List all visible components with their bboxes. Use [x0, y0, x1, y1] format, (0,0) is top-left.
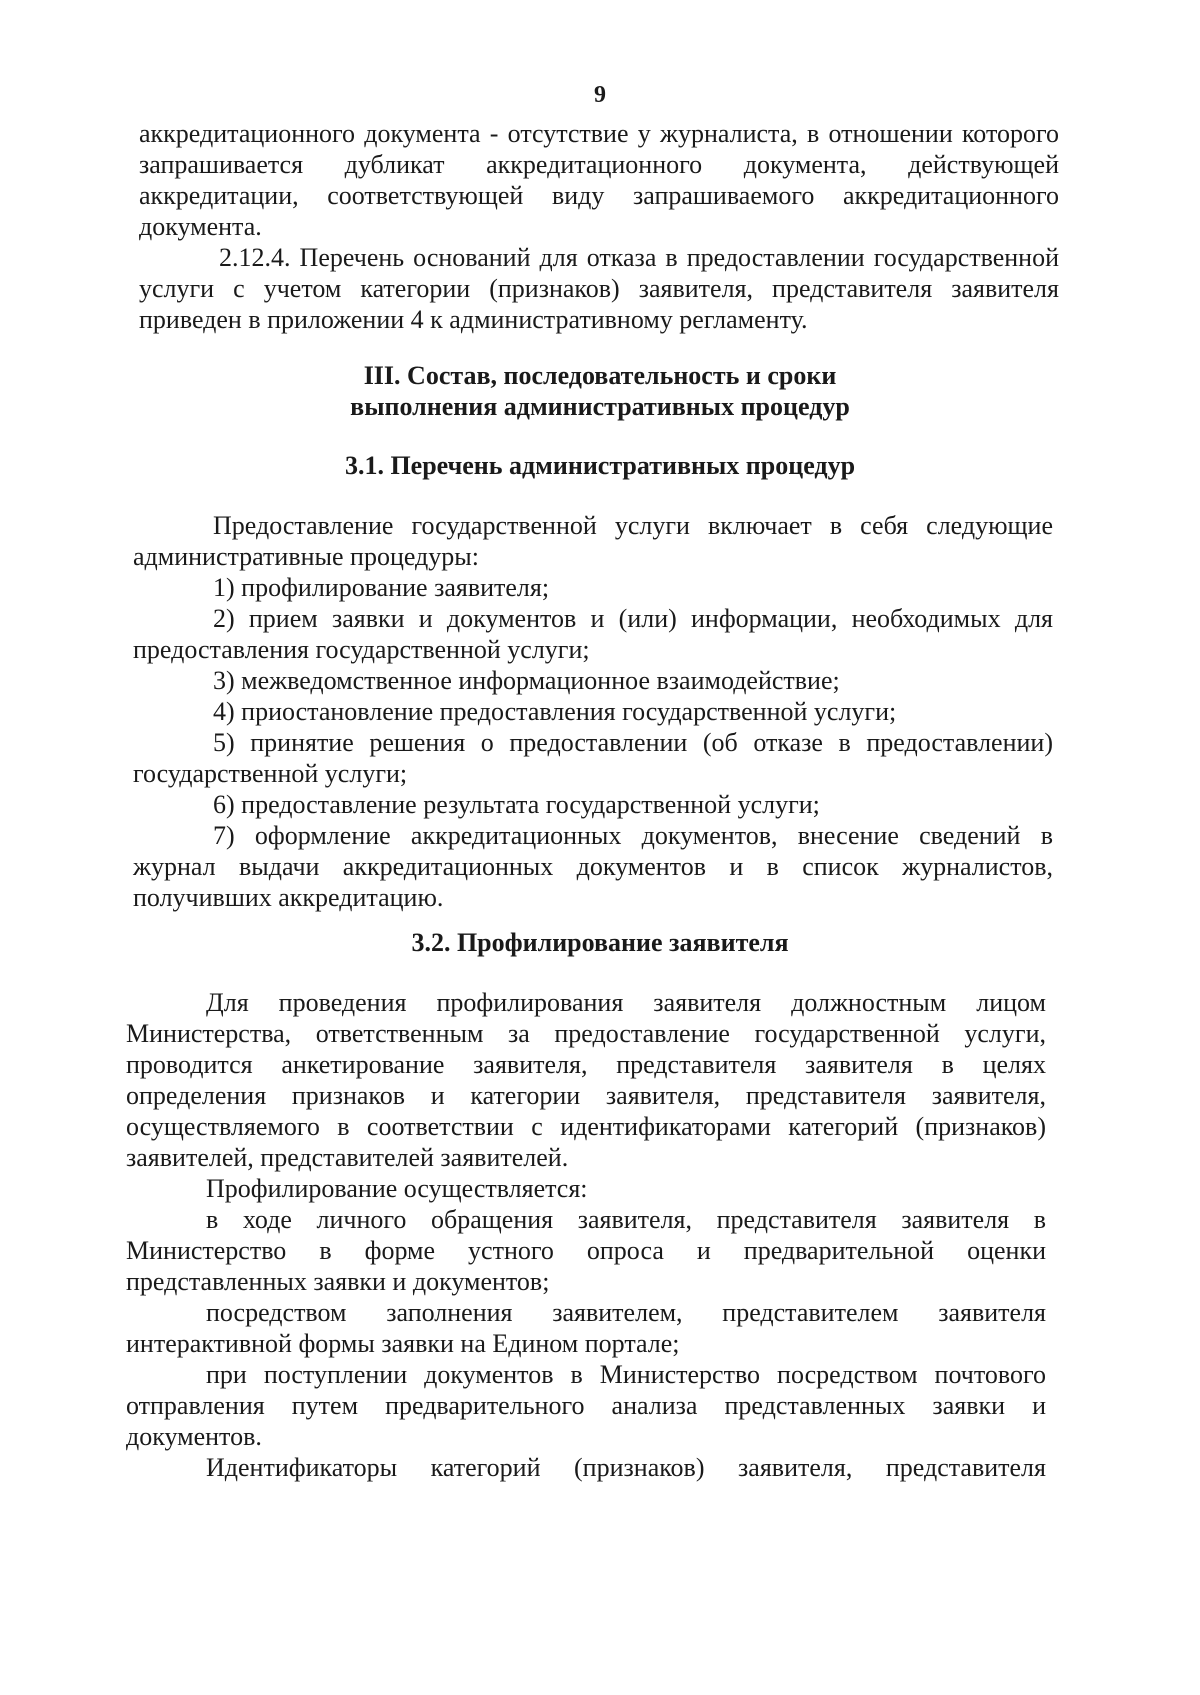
profiling-block: [126, 987, 1046, 1483]
paragraph: Предоставление государственной услуги включает в себя следующие административные процедуры:: [133, 511, 1053, 571]
subsection-heading: 3.1. Перечень административных процедур: [344, 451, 856, 480]
paragraph: 2.12.4. Перечень оснований для отказа в предоставлении государственной услуги с учетом категории (признаков) заявителя, представителя заявителя приведен в приложении 4 к административному регламенту.: [139, 243, 1059, 334]
list-item: 4) приостановление предоставления государственной услуги;: [213, 697, 897, 726]
list-item: 5) принятие решения о предоставлении (об отказе в предоставлении) государственной услуги;: [133, 728, 1053, 788]
subsection-heading: 3.2. Профилирование заявителя: [411, 928, 789, 957]
section-heading: [0, 360, 1200, 422]
section-heading-line: III. Состав, последовательность и сроки: [363, 361, 837, 390]
list-item: 7) оформление аккредитационных документов, внесение сведений в журнал выдачи аккредитационных документов и в список журналистов, получивших аккредитацию.: [133, 821, 1053, 912]
paragraph: посредством заполнения заявителем, представителем заявителя интерактивной формы заявки на Едином портале;: [126, 1298, 1046, 1358]
paragraph: Для проведения профилирования заявителя должностным лицом Министерства, ответственным за предоставление государственной услуги, проводится анкетирование заявителя, представителя заявителя в целях определения признаков и категории заявителя, представителя заявителя, осуществляемого в соответствии с идентификаторами категорий (признаков) заявителей, представителей заявителей.: [126, 988, 1046, 1172]
top-text-block: [139, 118, 1059, 335]
procedures-block: [133, 510, 1053, 913]
paragraph: аккредитационного документа - отсутствие у журналиста, в отношении которого запрашивается дубликат аккредитационного документа, действующей аккредитации, соответствующей виду запрашиваемого аккредитационного документа.: [139, 119, 1059, 241]
paragraph: в ходе личного обращения заявителя, представителя заявителя в Министерство в форме устного опроса и предварительной оценки представленных заявки и документов;: [126, 1205, 1046, 1296]
list-item: 2) прием заявки и документов и (или) информации, необходимых для предоставления государственной услуги;: [133, 604, 1053, 664]
list-item: 6) предоставление результата государственной услуги;: [213, 790, 820, 819]
paragraph: при поступлении документов в Министерство посредством почтового отправления путем предварительного анализа представленных заявки и документов.: [126, 1360, 1046, 1451]
page-number: 9: [594, 82, 606, 108]
paragraph: Профилирование осуществляется:: [206, 1174, 588, 1203]
list-item: 1) профилирование заявителя;: [213, 573, 550, 602]
section-heading-line: выполнения административных процедур: [350, 392, 850, 421]
paragraph: Идентификаторы категорий (признаков) заявителя, представителя: [206, 1453, 1046, 1482]
list-item: 3) межведомственное информационное взаимодействие;: [213, 666, 840, 695]
